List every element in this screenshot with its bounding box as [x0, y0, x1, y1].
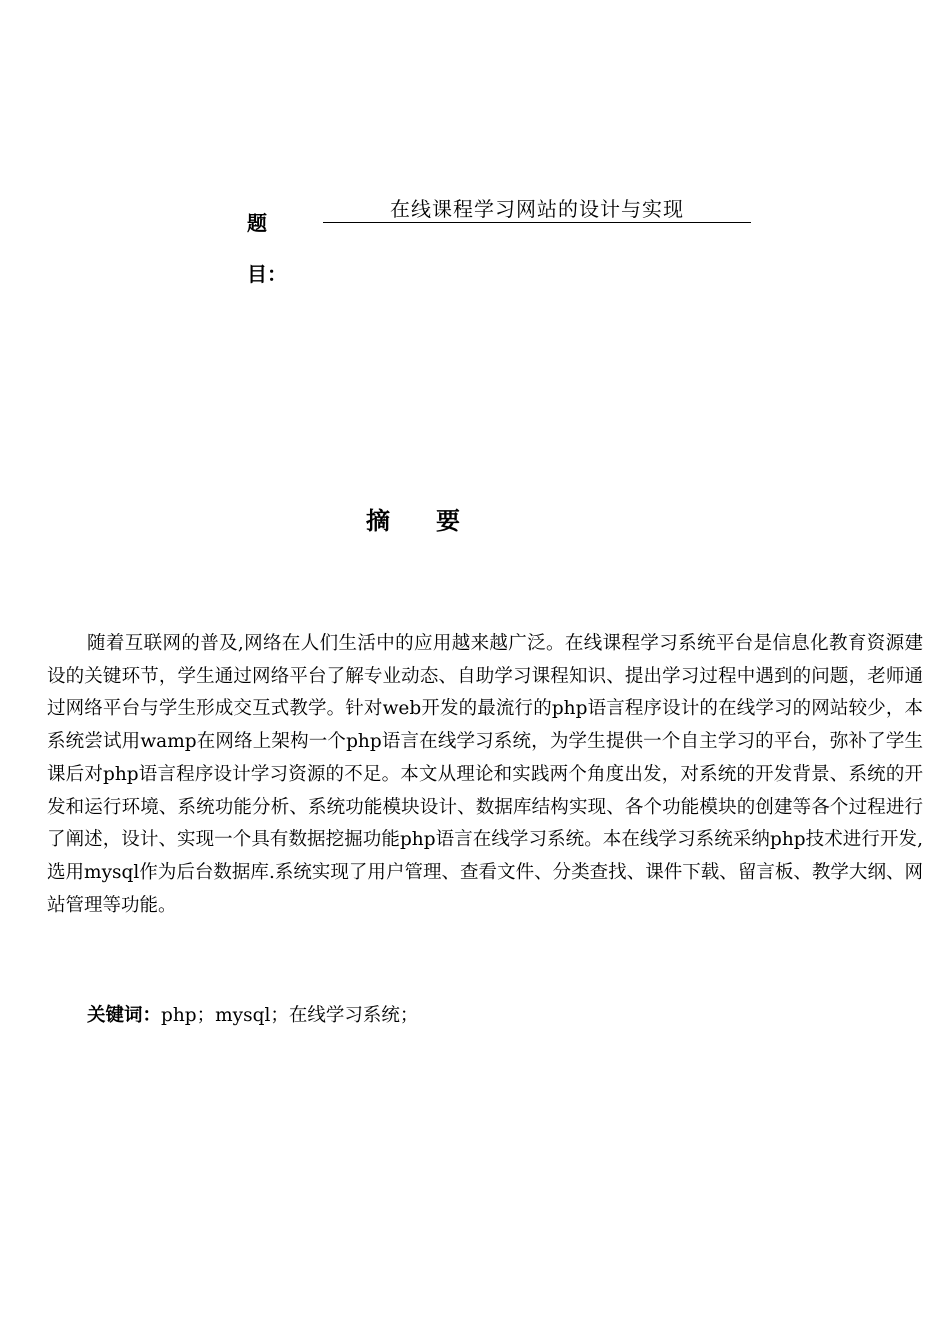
keywords-line	[87, 1002, 907, 1030]
thesis-title: 在线课程学习网站的设计与实现	[323, 196, 751, 223]
abstract-heading	[0, 506, 828, 536]
keywords-label: 关键词：	[87, 1005, 162, 1026]
title-label-line2: 目：	[247, 262, 287, 286]
abstract-heading-part2: 要	[436, 507, 462, 535]
abstract-body: 随着互联网的普及,网络在人们生活中的应用越来越广泛。在线课程学习系统平台是信息化教育资源建设的关键环节，学生通过网络平台了解专业动态、自助学习课程知识、提出学习过程中遇到的问题，老师通过网络平台与学生形成交互式教学。针对web开发的最流行的php语言程序设计的在线学习的网站较少，本系统尝试用wamp在网络上架构一个php语言在线学习系统，为学生提供一个自主学习的平台，弥补了学生课后对php语言程序设计学习资源的不足。本文从理论和实践两个角度出发，对系统的开发背景、系统的开发和运行环境、系统功能分析、系统功能模块设计、数据库结构实现、各个功能模块的创建等各个过程进行了阐述，设计、实现一个具有数据挖掘功能php语言在线学习系统。本在线学习系统采纳php技术进行开发,选用mysql作为后台数据库.系统实现了用户管理、查看文件、分类查找、课件下载、留言板、教学大纲、网站管理等功能。	[47, 633, 923, 916]
abstract-heading-part1: 摘	[366, 507, 392, 535]
keywords-value: php；mysql；在线学习系统；	[161, 1005, 419, 1026]
title-label-line1: 题	[247, 211, 267, 235]
